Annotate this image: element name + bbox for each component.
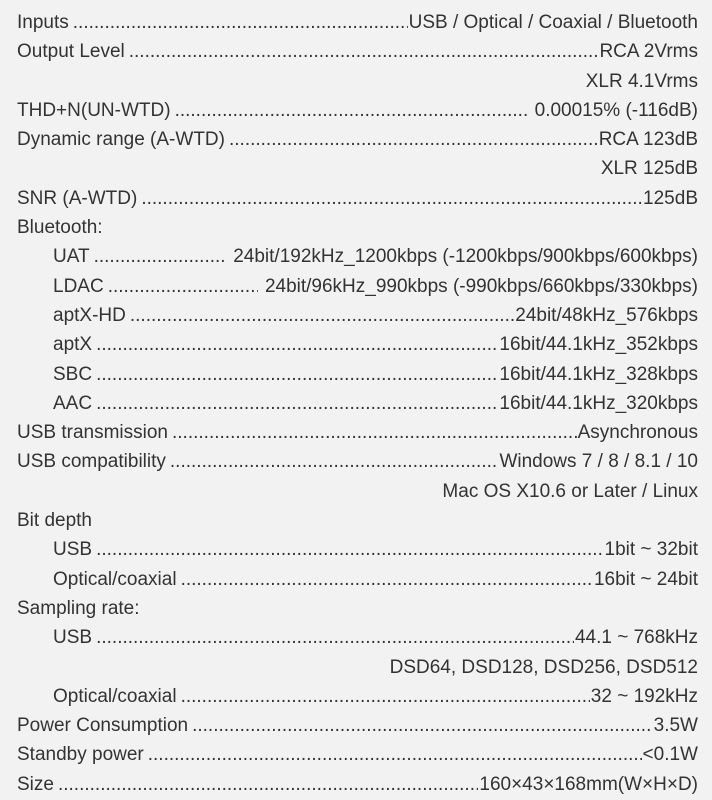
spec-label: aptX-HD [53, 304, 126, 326]
spec-row-usb-compatibility [17, 447, 698, 476]
spec-row-ldac [17, 272, 698, 301]
dot-leader [181, 682, 590, 711]
spec-label: USB compatibility [17, 451, 166, 473]
dot-leader [96, 623, 574, 652]
spec-row-uat [17, 242, 698, 271]
dot-leader [58, 770, 478, 799]
dot-leader [96, 360, 498, 389]
spec-row-aac [17, 389, 698, 418]
spec-value: RCA 2Vrms [599, 41, 698, 63]
spec-value: 160×43×168mm(W×H×D) [479, 773, 698, 795]
spec-value: Windows 7 / 8 / 8.1 / 10 [499, 451, 698, 473]
spec-row-sampling-optical [17, 682, 698, 711]
spec-value: 16bit/44.1kHz_328kbps [499, 363, 698, 385]
dot-leader [94, 242, 227, 271]
dot-leader [148, 740, 642, 769]
spec-row-aptx [17, 330, 698, 359]
spec-label: THD+N(UN-WTD) [17, 99, 171, 121]
spec-label: SBC [53, 363, 93, 385]
section-header-sampling-rate [17, 594, 698, 623]
spec-value: XLR 125dB [600, 158, 698, 180]
spec-value: 3.5W [653, 715, 698, 737]
dot-leader [108, 272, 258, 301]
spec-label: Standby power [17, 744, 144, 766]
spec-row-bit-depth-usb [17, 535, 698, 564]
dot-leader [172, 418, 577, 447]
spec-row-size [17, 770, 698, 799]
dot-leader [96, 389, 498, 418]
dot-leader [175, 96, 528, 125]
spec-label: Dynamic range (A-WTD) [17, 129, 225, 151]
spec-row-sampling-usb-dsd [17, 653, 698, 682]
spec-row-output-level-xlr [17, 67, 698, 96]
section-header-bit-depth [17, 506, 698, 535]
spec-row-usb-transmission [17, 418, 698, 447]
spec-label: Output Level [17, 41, 125, 63]
spec-value: DSD64, DSD128, DSD256, DSD512 [389, 656, 698, 678]
spec-label: AAC [53, 392, 93, 414]
dot-leader [181, 565, 593, 594]
section-header-bluetooth [17, 213, 698, 242]
spec-value: 16bit/44.1kHz_320kbps [499, 392, 698, 414]
section-label: Bluetooth: [17, 217, 103, 239]
spec-label: UAT [53, 246, 90, 268]
spec-row-output-level [17, 37, 698, 66]
spec-row-sbc [17, 360, 698, 389]
spec-value: 24bit/48kHz_576kbps [515, 304, 698, 326]
spec-row-dynamic-range-xlr [17, 154, 698, 183]
spec-label: Power Consumption [17, 715, 189, 737]
spec-value: USB / Optical / Coaxial / Bluetooth [408, 12, 698, 33]
spec-row-inputs [17, 8, 698, 37]
dot-leader [170, 447, 499, 476]
spec-label: Optical/coaxial [53, 568, 177, 590]
spec-value: 0.00015% (-116dB) [534, 99, 698, 121]
spec-label: Size [17, 773, 54, 795]
spec-label: SNR (A-WTD) [17, 187, 138, 209]
spec-value: 16bit/44.1kHz_352kbps [499, 334, 698, 356]
section-label: Bit depth [17, 510, 92, 532]
dot-leader [96, 535, 603, 564]
spec-row-power-consumption [17, 711, 698, 740]
dot-leader [73, 8, 408, 37]
spec-value: <0.1W [642, 744, 698, 766]
spec-row-usb-compatibility-mac [17, 477, 698, 506]
spec-value: Mac OS X10.6 or Later / Linux [442, 480, 698, 502]
spec-label: LDAC [53, 275, 104, 297]
spec-row-dynamic-range [17, 125, 698, 154]
spec-label: aptX [53, 334, 93, 356]
dot-leader [96, 330, 498, 359]
spec-value: RCA 123dB [598, 129, 698, 151]
dot-leader [229, 125, 598, 154]
spec-label: Optical/coaxial [53, 685, 177, 707]
spec-value: 44.1 ~ 768kHz [574, 627, 698, 649]
spec-row-snr [17, 184, 698, 213]
spec-row-sampling-usb [17, 623, 698, 652]
spec-label: USB transmission [17, 422, 168, 444]
spec-value: 16bit ~ 24bit [593, 568, 698, 590]
spec-row-bit-depth-optical [17, 565, 698, 594]
spec-value: Asynchronous [577, 422, 698, 444]
spec-value: 24bit/192kHz_1200kbps (-1200kbps/900kbps/600kbps) [233, 246, 698, 268]
spec-row-aptx-hd [17, 301, 698, 330]
spec-row-standby-power [17, 740, 698, 769]
spec-row-thdn [17, 96, 698, 125]
spec-label: USB [53, 627, 93, 649]
spec-label: Inputs [17, 12, 69, 33]
dot-leader [192, 711, 653, 740]
spec-value: XLR 4.1Vrms [585, 70, 698, 92]
section-label: Sampling rate: [17, 597, 140, 619]
spec-value: 1bit ~ 32bit [604, 539, 698, 561]
spec-value: 125dB [643, 187, 698, 209]
dot-leader [141, 184, 642, 213]
spec-value: 24bit/96kHz_990kbps (-990kbps/660kbps/330kbps) [264, 275, 698, 297]
spec-label: USB [53, 539, 93, 561]
spec-value: 32 ~ 192kHz [590, 685, 698, 707]
dot-leader [129, 37, 599, 66]
dot-leader [130, 301, 514, 330]
